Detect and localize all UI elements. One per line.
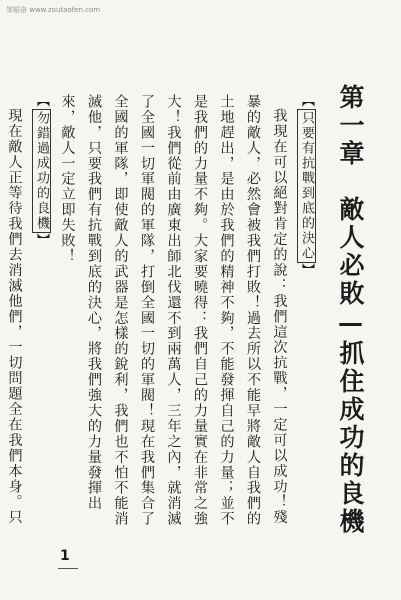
watermark: 邹韬奋 www.zoutaofen.com (6, 6, 101, 14)
section-heading-text: 只要有抗戰到底的決心 (299, 111, 314, 261)
paragraph: 現在敵人正等待我們去消滅他們，一切問題全在我們本身。只 (6, 108, 23, 526)
body-text (6, 94, 319, 534)
section-heading-text: 勿錯過成功的良機 (34, 111, 49, 231)
chapter-title: 第一章 敵人必敗—抓住成功的良機 (336, 84, 365, 536)
section-heading: 【勿錯過成功的良機】 (34, 94, 49, 248)
paragraph: 我現在可以絕對肯定的說：我們這次抗戰，一定可以成功！殘暴的敵人，必然會被我們打敗！過去所以不能早將敵人自我們的土地趕出，是由於我們的精神不夠，不能發揮自己的力量；並不是我們的力量不夠。大家要曉得：我們自己的力量實在非常之強大！我們從前由廣東出師北伐還不到兩萬人，三年之內，就消滅了全國一切軍閥的軍隊，打倒全國一切的軍閥！現在我們集合了全國的軍隊，即使敵人的武器是怎樣的銳利，我們也不怕不能消滅他，只要我們有抗戰到底的決心，將我們強大的力量發揮出來，敵人一定立即失敗！ (59, 94, 288, 527)
page-number: 1 (60, 548, 70, 564)
section-heading: 【只要有抗戰到底的決心】 (299, 94, 314, 278)
page-number-rule (58, 568, 78, 569)
